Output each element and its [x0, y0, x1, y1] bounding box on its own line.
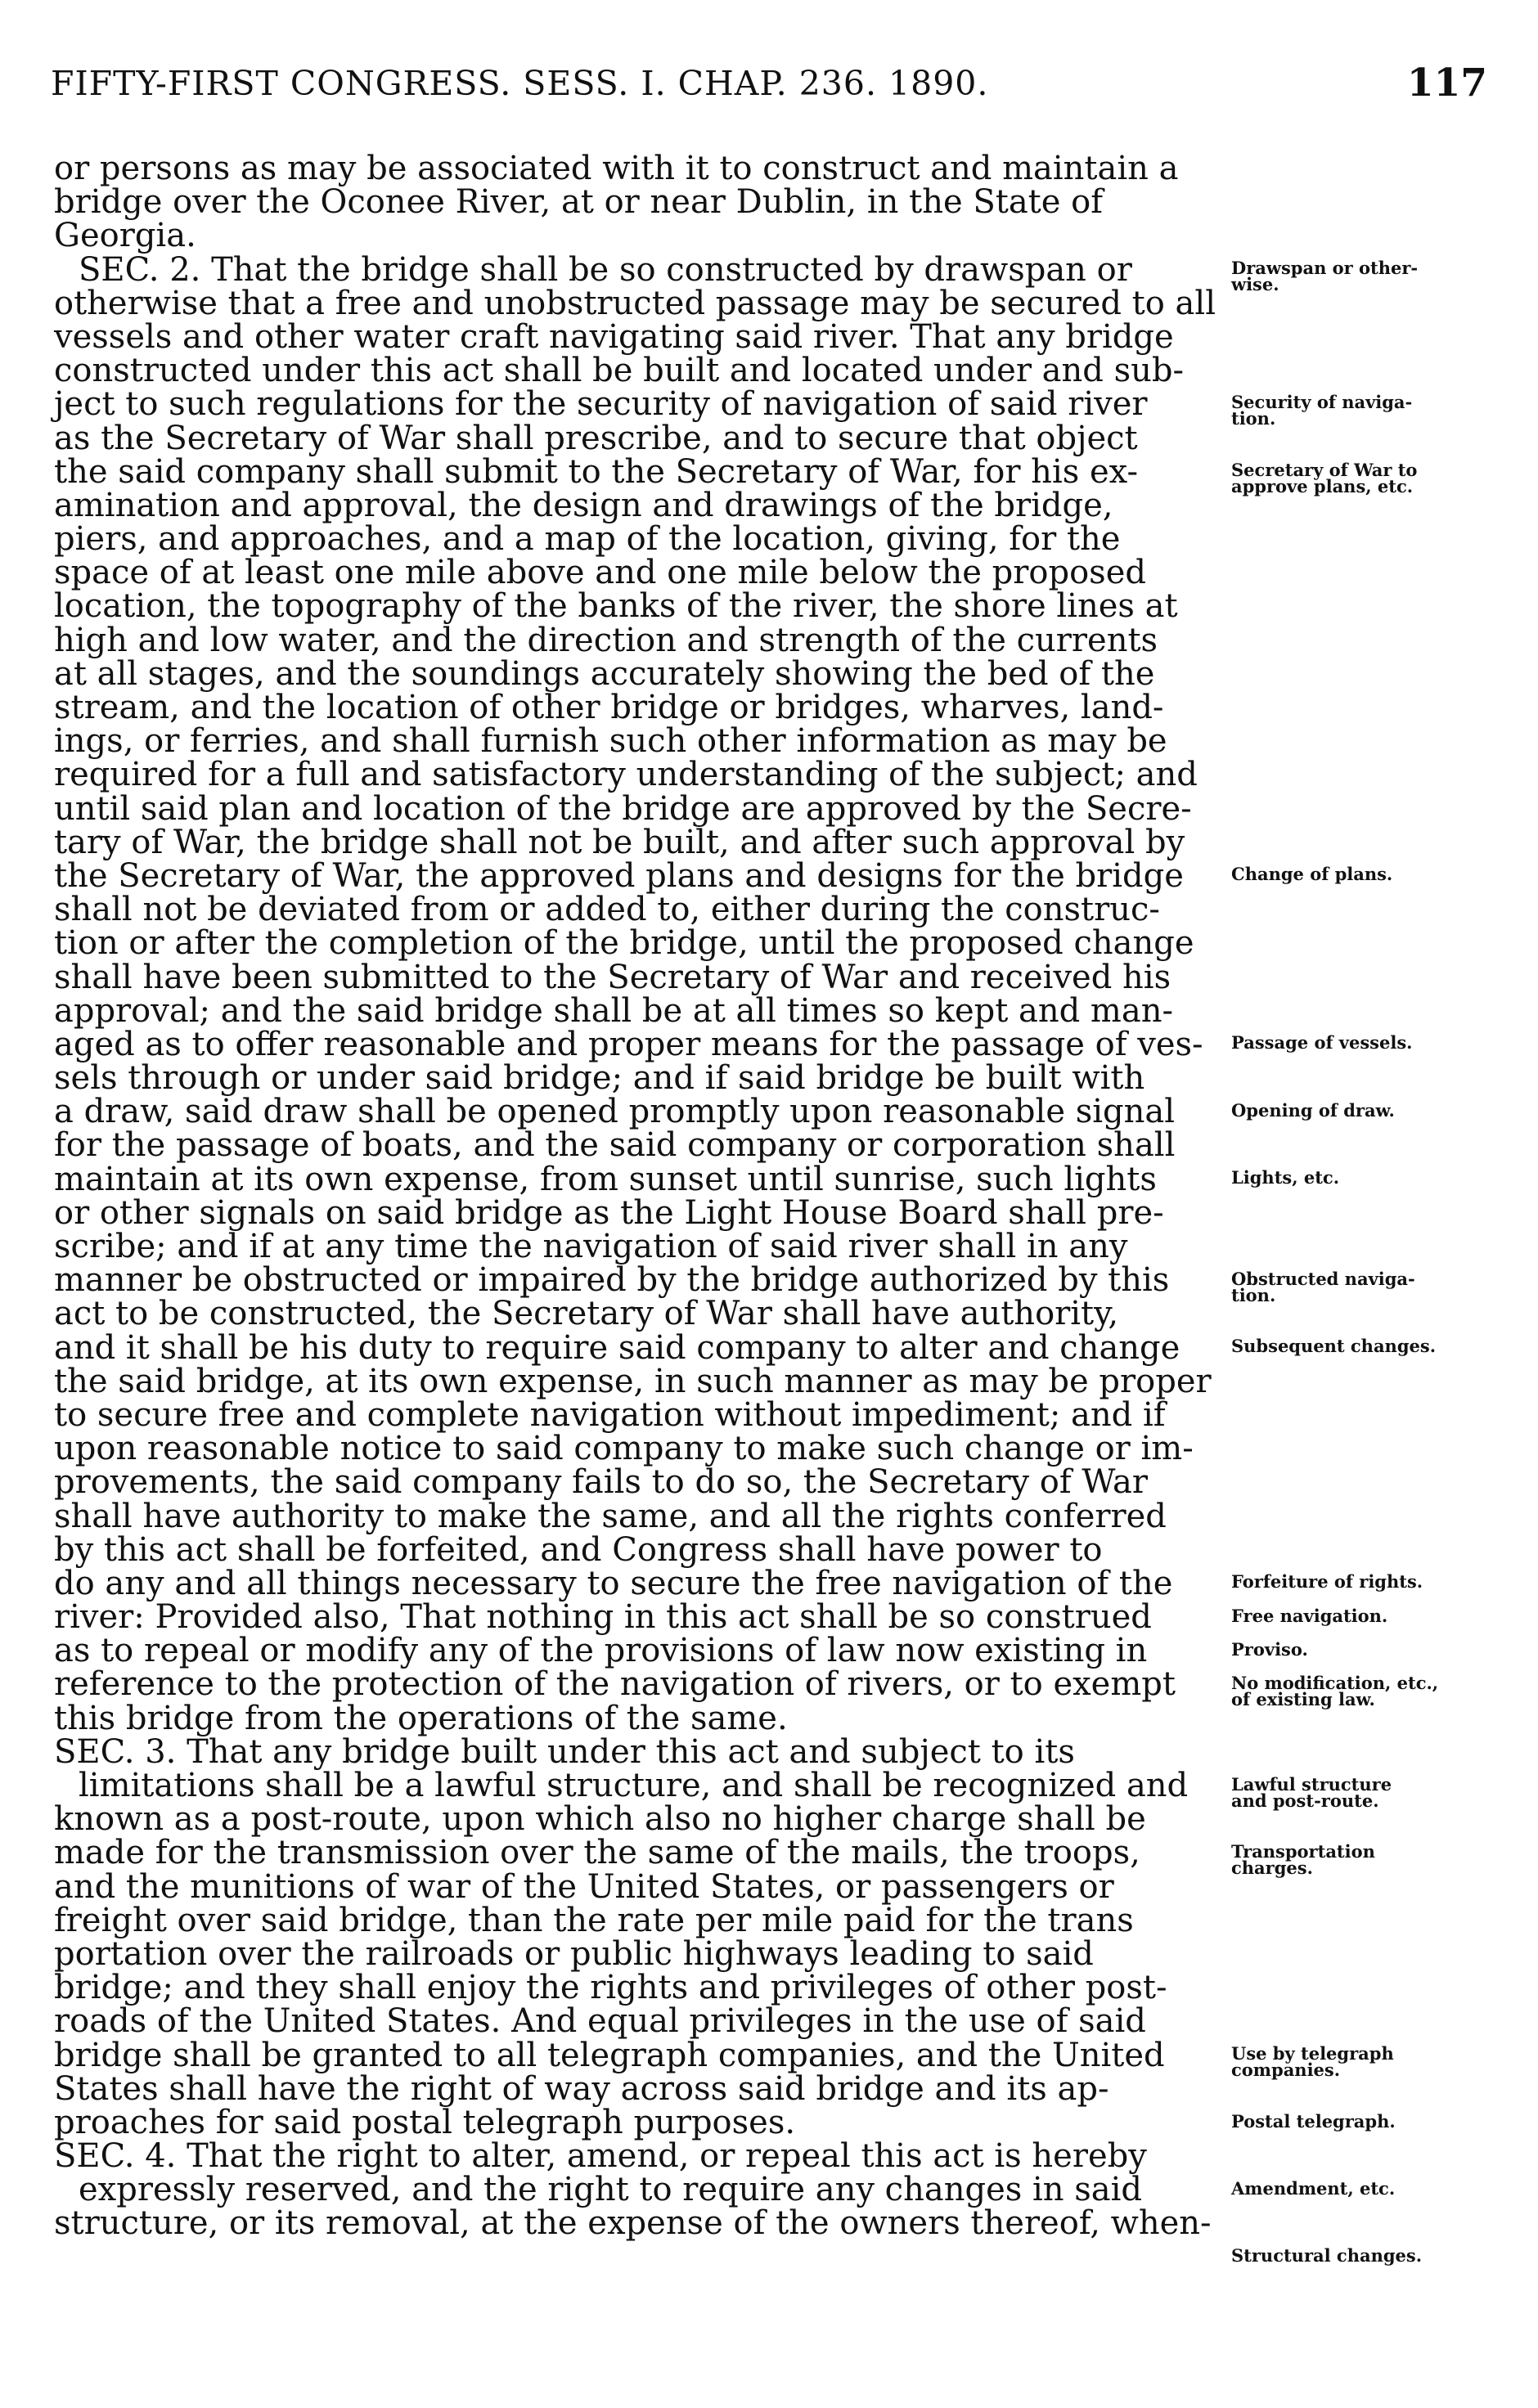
body-line: tion or after the completion of the bridge, until the proposed change — [54, 924, 1194, 963]
body-line: piers, and approaches, and a map of the location, giving, for the — [54, 520, 1121, 559]
body-line: reference to the protection of the navigation of rivers, or to exempt — [54, 1665, 1176, 1704]
margin-note — [1231, 1099, 1493, 1121]
body-line: and the munitions of war of the United States, or passengers or — [54, 1867, 1114, 1906]
body-line: provements, the said company fails to do so, the Secretary of War — [54, 1463, 1148, 1502]
margin-note-line: Drawspan or other- — [1231, 257, 1419, 278]
margin-note-line: Subsequent changes. — [1231, 1336, 1437, 1356]
body-line: a draw, said draw shall be opened promptly upon reasonable signal — [54, 1093, 1176, 1131]
body-line: roads of the United States. And equal privileges in the use of said — [54, 2002, 1146, 2041]
body-line: shall not be deviated from or added to, either during the construc- — [54, 891, 1160, 929]
body-line: location, the topography of the banks of the river, the shore lines at — [54, 587, 1178, 626]
margin-note — [1231, 1675, 1493, 1708]
body-line: upon reasonable notice to said company to make such change or im- — [54, 1430, 1194, 1468]
body-line: tary of War, the bridge shall not be built, and after such approval by — [54, 823, 1185, 861]
body-line: freight over said bridge, than the rate per mile paid for the trans — [54, 1901, 1134, 1939]
body-line: amination and approval, the design and drawings of the bridge, — [54, 486, 1113, 524]
margin-note — [1231, 1605, 1493, 1626]
margin-note — [1231, 1338, 1493, 1354]
margin-note — [1231, 1841, 1493, 1878]
statute-body-text — [54, 152, 1224, 2241]
margin-note-line: Secretary of War to — [1231, 459, 1418, 480]
body-line: the said bridge, at its own expense, in such manner as may be proper — [54, 1362, 1212, 1400]
body-line: at all stages, and the soundings accurately showing the bed of the — [54, 654, 1155, 693]
body-line: proaches for said postal telegraph purposes. — [54, 2103, 796, 2141]
body-line: the Secretary of War, the approved plans and designs for the bridge — [54, 856, 1184, 895]
margin-note-line: Obstructed naviga- — [1231, 1268, 1415, 1289]
margin-note — [1231, 866, 1493, 883]
body-line: or other signals on said bridge as the Light House Board shall pre- — [54, 1193, 1164, 1232]
body-line: approval; and the said bridge shall be at all times so kept and man- — [54, 991, 1173, 1030]
body-line: as the Secretary of War shall prescribe, and to secure that object — [54, 419, 1138, 457]
body-line: scribe; and if at any time the navigation of said river shall in any — [54, 1228, 1128, 1265]
body-line: river: Provided also, That nothing in this act shall be so construed — [54, 1598, 1152, 1637]
body-line: space of at least one mile above and one mile below the proposed — [54, 554, 1146, 592]
body-line: act to be constructed, the Secretary of War shall have authority, — [54, 1295, 1119, 1333]
body-line: SEC. 2. That the bridge shall be so constructed by drawspan or — [79, 250, 1132, 289]
margin-note — [1231, 2245, 1493, 2266]
margin-note-line: Passage of vessels. — [1231, 1032, 1413, 1054]
body-line: made for the transmission over the same of the mails, the troops, — [54, 1834, 1140, 1872]
margin-note — [1231, 459, 1493, 496]
body-line: ject to such regulations for the security of navigation of said river — [54, 385, 1148, 424]
margin-note-line: Lawful structure — [1231, 1773, 1392, 1795]
body-line: and it shall be his duty to require said company to alter and change — [54, 1328, 1180, 1367]
margin-note-line: Lights, etc. — [1231, 1167, 1339, 1188]
margin-note — [1231, 2110, 1493, 2132]
body-line: manner be obstructed or impaired by the bridge authorized by this — [54, 1261, 1170, 1300]
body-line: Georgia. — [54, 217, 196, 255]
margin-note-line: Security of naviga- — [1231, 392, 1413, 413]
margin-note-line: Proviso. — [1231, 1638, 1308, 1660]
margin-note-line: companies. — [1231, 2060, 1341, 2081]
page-header — [51, 61, 1487, 118]
margin-note-line: Structural changes. — [1231, 2245, 1423, 2266]
body-line: portation over the railroads or public highways leading to said — [54, 1934, 1094, 1973]
body-line: aged as to offer reasonable and proper means for the passage of ves- — [54, 1025, 1203, 1063]
margin-note-line: charges. — [1231, 1858, 1313, 1878]
margin-note-line: Change of plans. — [1231, 864, 1393, 885]
body-line: bridge over the Oconee River, at or near Dublin, in the State of — [54, 183, 1104, 222]
margin-note-line: Amendment, etc. — [1231, 2178, 1396, 2199]
margin-note-line: Transportation — [1231, 1841, 1375, 1862]
margin-note-line: Postal telegraph. — [1231, 2110, 1396, 2132]
margin-note-line: approve plans, etc. — [1231, 475, 1414, 496]
body-line: stream, and the location of other bridge or bridges, wharves, land- — [54, 689, 1164, 726]
margin-note — [1231, 1268, 1493, 1305]
body-line: until said plan and location of the bridge are approved by the Secre- — [54, 789, 1192, 828]
body-line: known as a post-route, upon which also no higher charge shall be — [54, 1800, 1146, 1839]
body-line: ings, or ferries, and shall furnish such other information as may be — [54, 722, 1167, 761]
body-line: otherwise that a free and unobstructed passage may be secured to all — [54, 284, 1216, 322]
body-line: constructed under this act shall be built and located under and sub- — [54, 352, 1185, 390]
running-title: FIFTY-FIRST CONGRESS. SESS. I. CHAP. 236. 1890. — [51, 64, 989, 103]
margin-note-line: Use by telegraph — [1231, 2043, 1394, 2064]
margin-note — [1231, 1571, 1493, 1593]
body-line: bridge; and they shall enjoy the rights and privileges of other post- — [54, 1969, 1167, 2007]
margin-note-line: and post-route. — [1231, 1790, 1379, 1811]
body-line: maintain at its own expense, from sunset until sunrise, such lights — [54, 1160, 1157, 1198]
margin-note-line: No modification, etc., — [1231, 1673, 1439, 1693]
body-line: to secure free and complete navigation without impediment; and if — [54, 1395, 1166, 1434]
margin-note — [1231, 2178, 1493, 2199]
body-line: do any and all things necessary to secure the free navigation of the — [54, 1564, 1173, 1602]
body-line: sels through or under said bridge; and if said bridge be built with — [54, 1059, 1145, 1098]
body-line: high and low water, and the direction and strength of the currents — [54, 621, 1158, 659]
margin-note-line: Free navigation. — [1231, 1605, 1388, 1626]
body-line: shall have authority to make the same, and all the rights conferred — [54, 1497, 1167, 1535]
page-number: 117 — [1406, 61, 1487, 106]
margin-note-line: Opening of draw. — [1231, 1099, 1395, 1121]
body-line: expressly reserved, and the right to require any changes in said — [79, 2171, 1143, 2209]
body-line: vessels and other water craft navigating said river. That any bridge — [54, 317, 1174, 356]
margin-note — [1231, 1638, 1493, 1660]
body-line: as to repeal or modify any of the provisions of law now existing in — [54, 1632, 1148, 1670]
margin-note — [1231, 1032, 1493, 1054]
body-line: bridge shall be granted to all telegraph companies, and the United — [54, 2036, 1165, 2074]
body-line: shall have been submitted to the Secretary of War and received his — [54, 958, 1171, 996]
body-line: limitations shall be a lawful structure, and shall be recognized and — [79, 1767, 1189, 1804]
body-line: States shall have the right of way across said bridge and its ap- — [54, 2069, 1109, 2108]
body-line: this bridge from the operations of the same. — [54, 1699, 788, 1737]
body-line: structure, or its removal, at the expense of the owners thereof, when- — [54, 2204, 1212, 2243]
margin-note — [1231, 2043, 1493, 2081]
margin-note — [1231, 257, 1493, 294]
margin-note — [1231, 394, 1493, 427]
margin-note-line: wise. — [1231, 273, 1279, 294]
body-line: SEC. 3. That any bridge built under this act and subject to its — [54, 1732, 1075, 1771]
body-line: by this act shall be forfeited, and Congress shall have power to — [54, 1530, 1103, 1569]
body-line: the said company shall submit to the Secretary of War, for his ex- — [54, 452, 1139, 491]
margin-note-line: of existing law. — [1231, 1689, 1375, 1709]
margin-note — [1231, 1167, 1493, 1188]
margin-note — [1231, 1773, 1493, 1811]
body-line: required for a full and satisfactory understanding of the subject; and — [54, 756, 1198, 794]
body-line: or persons as may be associated with it to construct and maintain a — [54, 150, 1179, 187]
body-line: for the passage of boats, and the said company or corporation shall — [54, 1126, 1176, 1165]
body-line: SEC. 4. That the right to alter, amend, or repeal this act is hereby — [54, 2137, 1147, 2176]
margin-note-line: Forfeiture of rights. — [1231, 1571, 1423, 1593]
margin-note-line: tion. — [1231, 408, 1276, 429]
margin-note-line: tion. — [1231, 1284, 1276, 1305]
